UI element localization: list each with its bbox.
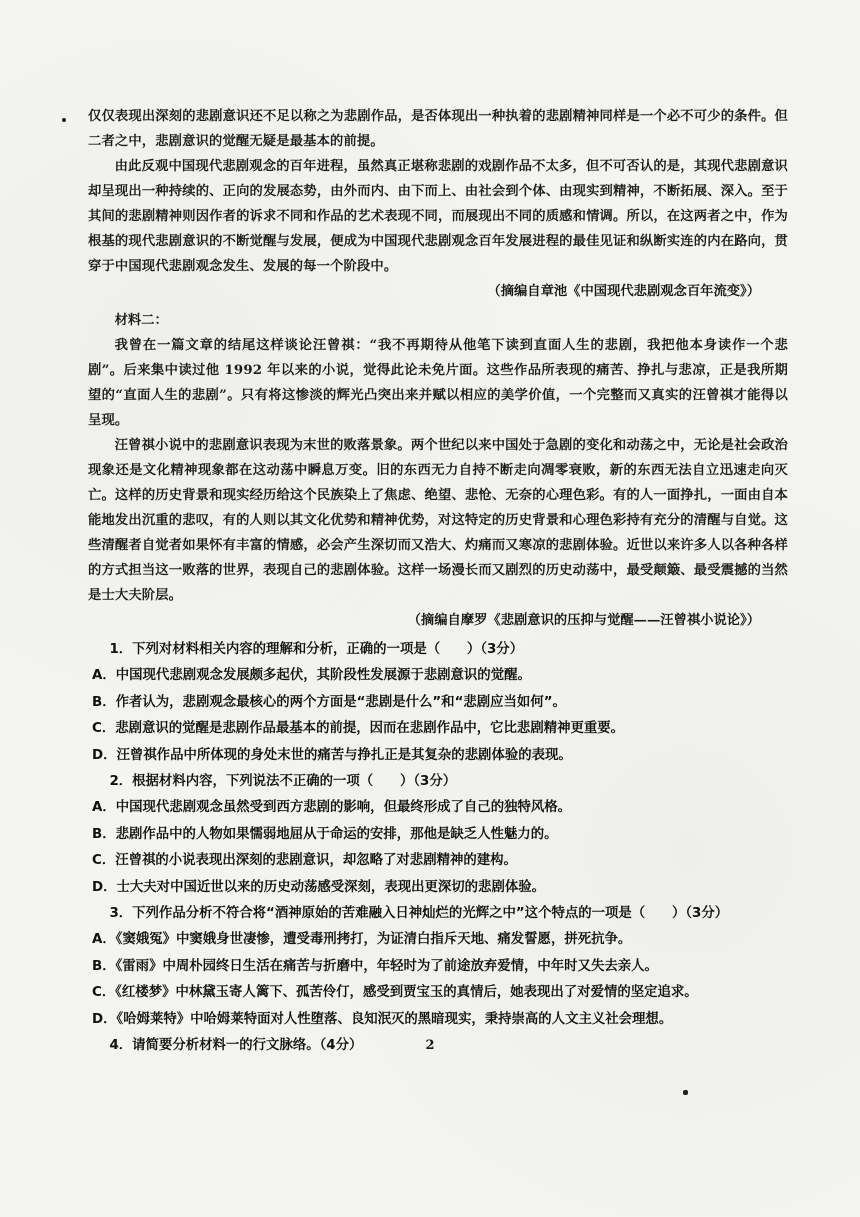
question-3 <box>88 901 788 1033</box>
scan-speck-mark <box>62 118 66 122</box>
material2-heading: 材料二： <box>114 313 168 328</box>
question-2 <box>88 769 788 901</box>
question-3-option-b: B．《雷雨》中周朴园终日生活在痛苦与折磨中，年轻时为了前途放弃爱情，中年时又失去亲人。 <box>92 958 658 974</box>
question-1 <box>88 637 788 769</box>
question-2-stem: 2．根据材料内容，下列说法不正确的一项（ ）（3分） <box>109 774 457 790</box>
question-4-stem: 4．请简要分析材料一的行文脉络。（4分） <box>109 1038 363 1054</box>
question-1-option-c: C．悲剧意识的觉醒是悲剧作品最基本的前提，因而在悲剧作品中，它比悲剧精神更重要。 <box>92 721 625 737</box>
material2-paragraph-2: 汪曾祺小说中的悲剧意识表现为末世的败落景象。两个世纪以来中国处于急剧的变化和动荡之中，无论是社会政治现象还是文化精神现象都在这动荡中瞬息万变。旧的东西无力自持不断走向凋零衰败，新的东西无法自立迅速走向灭亡。这样的历史背景和现实经历给这个民族染上了焦虑、绝望、悲怆、无奈的心理色彩。有的人一面挣扎，一面由自本能地发出沉重的悲叹，有的人则以其文化优势和精神优势，对这特定的历史背景和心理色彩持有充分的清醒与自觉。这些清醒者自觉者如果怀有丰富的情感，必会产生深切而又浩大、灼痛而又寒凉的悲剧体验。近世以来许多人以各种各样的方式担当这一败落的世界，表现自己的悲剧体验。这样一场漫长而又剧烈的历史动荡中，最受颠簸、最受震撼的当然是士大夫阶层。 <box>88 438 788 603</box>
question-3-option-a: A．《窦娥冤》中窦娥身世凄惨，遭受毒刑拷打，为证清白指斥天地、痛发誓愿，拼死抗争。 <box>92 932 632 948</box>
page-number: 2 <box>425 1038 435 1053</box>
scan-speck-mark <box>683 1090 688 1095</box>
question-1-option-b: B．作者认为，悲剧观念最核心的两个方面是“悲剧是什么”和“悲剧应当如何”。 <box>92 694 566 710</box>
page-content <box>88 104 788 1060</box>
question-2-option-c: C．汪曾祺的小说表现出深刻的悲剧意识，却忽略了对悲剧精神的建构。 <box>92 853 517 869</box>
question-1-option-a: A．中国现代悲剧观念发展颇多起伏，其阶段性发展源于悲剧意识的觉醒。 <box>92 668 531 684</box>
material2-source: （摘编自摩罗《悲剧意识的压抑与觉醒——汪曾祺小说论》） <box>407 613 760 628</box>
question-1-stem: 1．下列对材料相关内容的理解和分析，正确的一项是（ ）（3分） <box>109 642 524 657</box>
question-3-stem: 3．下列作品分析不符合将“酒神原始的苦难融入日神灿烂的光辉之中”这个特点的一项是（ ）（3分） <box>109 906 729 922</box>
material1-paragraph-1: 仅仅表现出深刻的悲剧意识还不足以称之为悲剧作品，是否体现出一种执着的悲剧精神同样是一个必不可少的条件。但二者之中，悲剧意识的觉醒无疑是最基本的前提。 <box>88 109 788 149</box>
question-2-option-a: A．中国现代悲剧观念虽然受到西方悲剧的影响，但最终形成了自己的独特风格。 <box>92 800 572 816</box>
question-3-option-c: C．《红楼梦》中林黛玉寄人篱下、孤苦伶仃，感受到贾宝玉的真情后，她表现出了对爱情的坚定追求。 <box>92 985 698 1001</box>
material1-paragraph-2: 由此反观中国现代悲剧观念的百年进程，虽然真正堪称悲剧的戏剧作品不太多，但不可否认的是，其现代悲剧意识却呈现出一种持续的、正向的发展态势，由外而内、由下而上、由社会到个体、由现实到精神，不断拓展、深入。至于其间的悲剧精神则因作者的诉求不同和作品的艺术表现不同，而展现出不同的质感和情调。所以，在这两者之中，作为根基的现代悲剧意识的不断觉醒与发展，便成为中国现代悲剧观念百年发展进程的最佳见证和纵断实连的内在路向，贯穿于中国现代悲剧观念发生、发展的每一个阶段中。 <box>88 159 788 274</box>
material1-source: （摘编自章池《中国现代悲剧观念百年流变》） <box>487 284 760 299</box>
question-2-option-b: B．悲剧作品中的人物如果懦弱地屈从于命运的安排，那他是缺乏人性魅力的。 <box>92 826 558 842</box>
material2-paragraph-1: 我曾在一篇文章的结尾这样谈论汪曾祺：“我不再期待从他笔下读到直面人生的悲剧，我把他本身读作一个悲剧”。后来集中读过他 1992 年以来的小说，觉得此论未免片面。这些作品所表现的痛苦、挣扎与悲凉，正是我所期望的“直面人生的悲剧”。只有将这惨淡的辉光凸突出来并赋以相应的美学价值，一个完整而又真实的汪曾祺才能得以呈现。 <box>88 338 788 428</box>
question-2-option-d: D．士大夫对中国近世以来的历史动荡感受深刻，表现出更深切的悲剧体验。 <box>92 879 546 895</box>
question-3-option-d: D．《哈姆莱特》中哈姆莱特面对人性堕落、良知泯灭的黑暗现实，秉持崇高的人文主义社会理想。 <box>92 1011 673 1027</box>
question-1-option-d: D．汪曾祺作品中所体现的身处末世的痛苦与挣扎正是其复杂的悲剧体验的表现。 <box>92 747 572 763</box>
